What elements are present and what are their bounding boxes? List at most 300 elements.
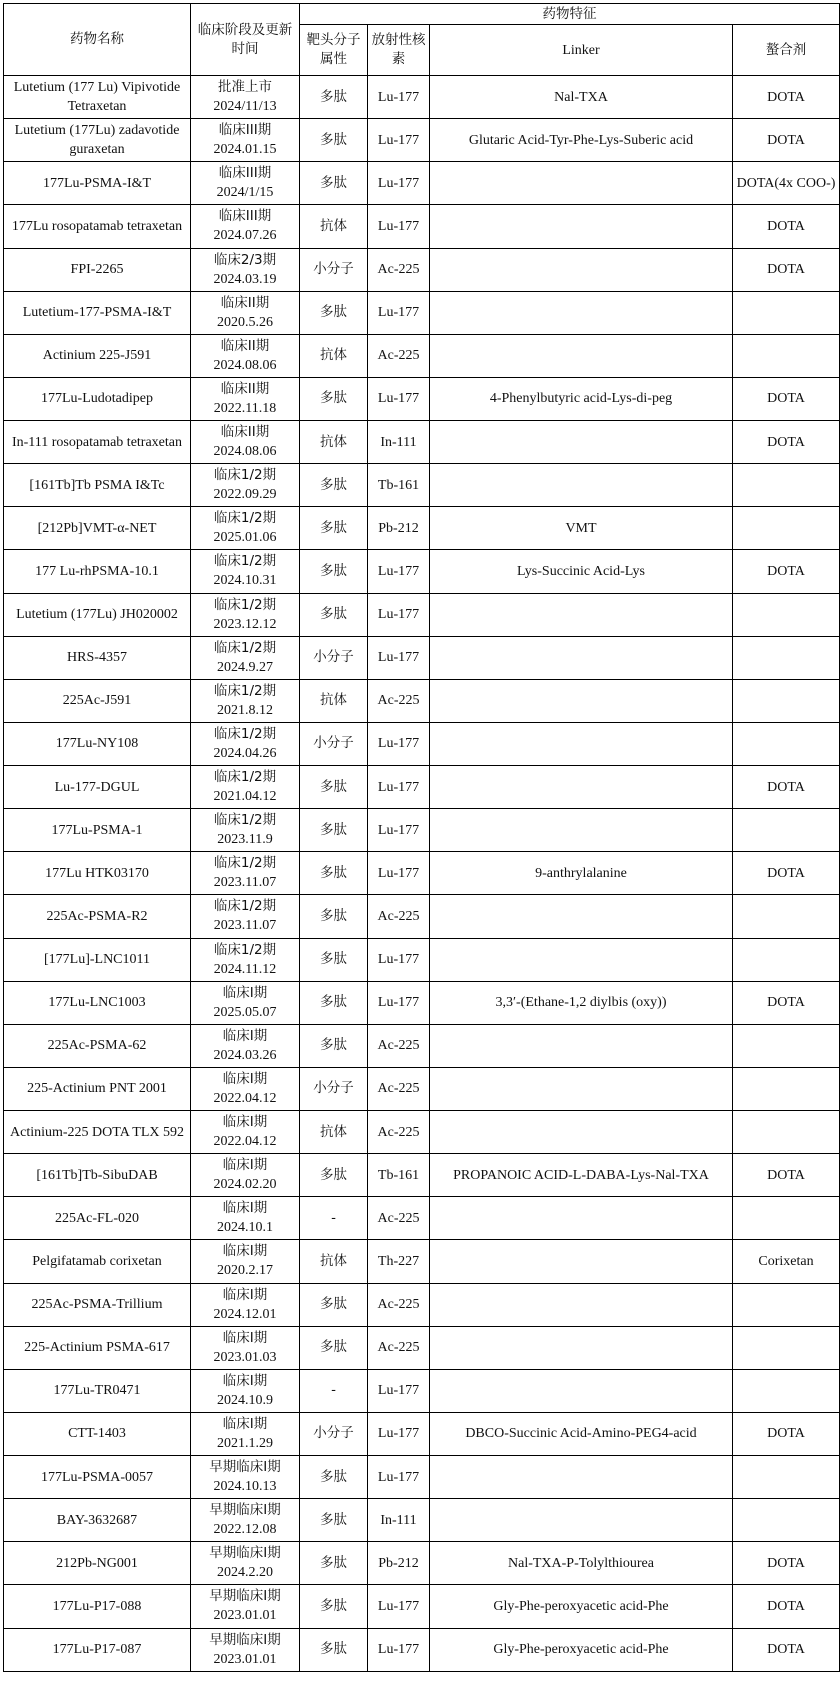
stage-label: 临床I期 (222, 1329, 268, 1346)
linker-cell (430, 1456, 733, 1499)
stage-cell (191, 291, 300, 334)
target-type: 多肽 (320, 1641, 347, 1658)
nuclide: Ac-225 (377, 1340, 420, 1356)
linker-cell (430, 1369, 733, 1412)
linker: Nal-TXA (554, 89, 608, 105)
linker-cell (430, 766, 733, 809)
chelator: DOTA (767, 218, 805, 234)
drug-name: [161Tb]Tb-SibuDAB (36, 1167, 158, 1183)
chelator: DOTA (767, 1642, 805, 1658)
table-row (4, 1283, 840, 1326)
table-row (4, 852, 840, 895)
nuclide-cell (368, 1240, 430, 1283)
drug-name: 177Lu-P17-088 (52, 1598, 142, 1614)
table-row (4, 1456, 840, 1499)
drug-name: 177Lu-LNC1003 (48, 995, 146, 1011)
nuclide: Lu-177 (377, 305, 420, 321)
stage-label: 临床III期 (218, 122, 272, 139)
table-row (4, 1326, 840, 1369)
nuclide: Ac-225 (377, 1124, 420, 1140)
stage-cell (191, 1154, 300, 1197)
stage-label: 临床1/2期 (213, 553, 277, 570)
target-cell (300, 679, 368, 722)
stage-cell (191, 1499, 300, 1542)
nuclide-cell (368, 1111, 430, 1154)
target-cell (300, 1067, 368, 1110)
drug-name: 225-Actinium PNT 2001 (27, 1081, 167, 1097)
nuclide-cell (368, 162, 430, 205)
nuclide: Tb-161 (377, 1167, 420, 1183)
linker-cell (430, 205, 733, 248)
linker-cell (430, 1326, 733, 1369)
table-row (4, 464, 840, 507)
linker-cell (430, 1067, 733, 1110)
target-type: 多肽 (320, 907, 347, 924)
update-date: 2022.04.12 (213, 1090, 277, 1106)
stage-label: 早期临床I期 (209, 1588, 281, 1605)
chelator: Corixetan (758, 1253, 814, 1269)
stage-label: 临床2/3期 (213, 251, 277, 268)
update-date: 2023.01.01 (213, 1651, 277, 1667)
chelator: DOTA (767, 779, 805, 795)
stage-cell (191, 1542, 300, 1585)
update-date: 2024.04.26 (213, 745, 277, 761)
table-row (4, 162, 840, 205)
linker-cell (430, 593, 733, 636)
target-type: 多肽 (320, 390, 347, 407)
drug-name-cell (4, 334, 191, 377)
target-cell (300, 377, 368, 420)
stage-label: 批准上市 (218, 79, 272, 96)
chelator: DOTA (767, 391, 805, 407)
nuclide-cell (368, 464, 430, 507)
target-type: 多肽 (320, 1166, 347, 1183)
table-row (4, 76, 840, 119)
target-cell (300, 1024, 368, 1067)
chelator-cell (733, 1542, 840, 1585)
stage-label: 临床I期 (222, 1070, 268, 1087)
chelator: DOTA (767, 995, 805, 1011)
update-date: 2024.02.20 (213, 1177, 277, 1193)
table-row (4, 248, 840, 291)
drug-name: 177Lu-PSMA-0057 (40, 1469, 153, 1485)
target-type: 小分子 (313, 735, 354, 752)
target-type: 多肽 (320, 778, 347, 795)
stage-cell (191, 421, 300, 464)
stage-cell (191, 76, 300, 119)
stage-label: 早期临床I期 (209, 1502, 281, 1519)
nuclide: Lu-177 (377, 1469, 420, 1485)
table-row (4, 1369, 840, 1412)
target-cell (300, 895, 368, 938)
drug-name: 177 Lu-rhPSMA-10.1 (35, 563, 159, 579)
target-cell (300, 550, 368, 593)
nuclide-cell (368, 1628, 430, 1671)
drug-name: 177Lu HTK03170 (45, 865, 149, 881)
header-target: 靶头分子属性 (300, 25, 368, 76)
target-cell (300, 507, 368, 550)
table-row (4, 1240, 840, 1283)
nuclide-cell (368, 1499, 430, 1542)
nuclide: Ac-225 (377, 693, 420, 709)
drug-name-cell (4, 291, 191, 334)
chelator: DOTA (767, 563, 805, 579)
drug-name: Pelgifatamab corixetan (32, 1253, 162, 1269)
chelator-cell (733, 291, 840, 334)
linker-cell (430, 1240, 733, 1283)
drug-name-cell (4, 981, 191, 1024)
target-cell (300, 291, 368, 334)
drug-name-cell (4, 1412, 191, 1455)
nuclide: Ac-225 (377, 1038, 420, 1054)
nuclide-cell (368, 722, 430, 765)
target-type: 抗体 (320, 1123, 347, 1140)
table-row (4, 679, 840, 722)
chelator-cell (733, 1499, 840, 1542)
drug-name-cell (4, 550, 191, 593)
nuclide-cell (368, 1369, 430, 1412)
nuclide-cell (368, 334, 430, 377)
table-row (4, 421, 840, 464)
target-cell (300, 852, 368, 895)
target-cell (300, 722, 368, 765)
target-cell (300, 1456, 368, 1499)
chelator-cell (733, 1412, 840, 1455)
table-row (4, 377, 840, 420)
stage-cell (191, 1024, 300, 1067)
chelator: DOTA (767, 89, 805, 105)
drug-name: 225Ac-PSMA-Trillium (31, 1297, 163, 1313)
drug-name: 177Lu rosopatamab tetraxetan (11, 218, 183, 234)
update-date: 2024.11.12 (213, 961, 277, 977)
stage-label: 临床I期 (222, 984, 268, 1001)
stage-cell (191, 1197, 300, 1240)
stage-cell (191, 205, 300, 248)
nuclide-cell (368, 1326, 430, 1369)
linker: PROPANOIC ACID-L-DABA-Lys-Nal-TXA (453, 1167, 709, 1183)
update-date: 2020.2.17 (217, 1263, 273, 1279)
drug-name-cell (4, 1197, 191, 1240)
drug-name: 177Lu-P17-087 (52, 1642, 142, 1658)
target-cell (300, 1585, 368, 1628)
nuclide: Ac-225 (377, 908, 420, 924)
nuclide-cell (368, 593, 430, 636)
target-cell (300, 162, 368, 205)
linker: Nal-TXA-P-Tolylthiourea (508, 1555, 654, 1571)
drug-name-cell (4, 248, 191, 291)
nuclide-cell (368, 550, 430, 593)
update-date: 2024.08.06 (213, 444, 277, 460)
target-type: 小分子 (313, 649, 354, 666)
nuclide-cell (368, 76, 430, 119)
target-type: 抗体 (320, 347, 347, 364)
linker: Lys-Succinic Acid-Lys (517, 563, 645, 579)
table-row (4, 593, 840, 636)
target-cell (300, 1412, 368, 1455)
target-cell (300, 464, 368, 507)
target-cell (300, 334, 368, 377)
stage-cell (191, 334, 300, 377)
stage-cell (191, 1369, 300, 1412)
nuclide-cell (368, 636, 430, 679)
stage-cell (191, 722, 300, 765)
drug-name-cell (4, 1499, 191, 1542)
stage-label: 临床I期 (222, 1243, 268, 1260)
drug-name: HRS-4357 (67, 650, 127, 666)
nuclide: Lu-177 (377, 1598, 420, 1614)
drug-name-cell (4, 1067, 191, 1110)
target-type: - (331, 1209, 336, 1226)
target-type: 多肽 (320, 1511, 347, 1528)
nuclide-cell (368, 1542, 430, 1585)
target-type: 多肽 (320, 1597, 347, 1614)
update-date: 2024.08.06 (213, 357, 277, 373)
table-row (4, 550, 840, 593)
stage-cell (191, 636, 300, 679)
nuclide: Lu-177 (377, 736, 420, 752)
nuclide-cell (368, 852, 430, 895)
nuclide-cell (368, 1024, 430, 1067)
target-type: 多肽 (320, 1554, 347, 1571)
nuclide-cell (368, 248, 430, 291)
update-date: 2023.01.03 (213, 1349, 277, 1365)
linker: Gly-Phe-peroxyacetic acid-Phe (493, 1642, 669, 1658)
drug-name: 177Lu-PSMA-1 (51, 822, 143, 838)
stage-label: 早期临床I期 (209, 1545, 281, 1562)
chelator-cell (733, 550, 840, 593)
linker-cell (430, 722, 733, 765)
chelator: DOTA (767, 1426, 805, 1442)
chelator-cell (733, 1197, 840, 1240)
drug-name-cell (4, 722, 191, 765)
linker-cell (430, 291, 733, 334)
target-cell (300, 119, 368, 162)
chelator-cell (733, 1585, 840, 1628)
stage-label: 临床I期 (222, 1200, 268, 1217)
stage-label: 临床II期 (220, 337, 270, 354)
chelator-cell (733, 636, 840, 679)
chelator-cell (733, 1240, 840, 1283)
stage-label: 临床I期 (222, 1027, 268, 1044)
stage-label: 临床1/2期 (213, 682, 277, 699)
drug-name-cell (4, 1369, 191, 1412)
table-row (4, 938, 840, 981)
drug-name-cell (4, 1326, 191, 1369)
chelator-cell (733, 334, 840, 377)
linker: 4-Phenylbutyric acid-Lys-di-peg (489, 391, 673, 407)
drug-name-cell (4, 852, 191, 895)
update-date: 2023.11.07 (213, 918, 277, 934)
stage-cell (191, 1283, 300, 1326)
stage-cell (191, 507, 300, 550)
drug-name-cell (4, 1456, 191, 1499)
chelator-cell (733, 464, 840, 507)
drug-name: 225-Actinium PSMA-617 (24, 1340, 170, 1356)
stage-cell (191, 1067, 300, 1110)
drug-name-cell (4, 119, 191, 162)
target-cell (300, 809, 368, 852)
target-type: 多肽 (320, 131, 347, 148)
linker-cell (430, 507, 733, 550)
table-row (4, 1024, 840, 1067)
chelator-cell (733, 76, 840, 119)
table-row (4, 1154, 840, 1197)
target-cell (300, 636, 368, 679)
stage-cell (191, 852, 300, 895)
nuclide-cell (368, 1456, 430, 1499)
nuclide: In-111 (380, 1512, 417, 1528)
stage-cell (191, 1240, 300, 1283)
nuclide: Lu-177 (377, 391, 420, 407)
target-cell (300, 766, 368, 809)
nuclide: Lu-177 (377, 995, 420, 1011)
stage-label: 临床1/2期 (213, 769, 277, 786)
chelator-cell (733, 766, 840, 809)
linker-cell (430, 119, 733, 162)
table-row (4, 291, 840, 334)
nuclide-cell (368, 377, 430, 420)
target-type: 抗体 (320, 1252, 347, 1269)
chelator-cell (733, 1111, 840, 1154)
drug-name-cell (4, 377, 191, 420)
target-type: - (331, 1382, 336, 1399)
drug-name-cell (4, 1024, 191, 1067)
chelator-cell (733, 809, 840, 852)
stage-label: 早期临床I期 (209, 1631, 281, 1648)
linker-cell (430, 76, 733, 119)
nuclide: Ac-225 (377, 1081, 420, 1097)
nuclide: Lu-177 (377, 89, 420, 105)
update-date: 2022.09.29 (213, 487, 277, 503)
drug-name: FPI-2265 (70, 262, 124, 278)
update-date: 2020.5.26 (217, 314, 273, 330)
update-date: 2022.11.18 (213, 400, 277, 416)
target-type: 多肽 (320, 994, 347, 1011)
target-cell (300, 1369, 368, 1412)
nuclide-cell (368, 507, 430, 550)
nuclide: Lu-177 (377, 1642, 420, 1658)
target-cell (300, 981, 368, 1024)
table-row (4, 1499, 840, 1542)
target-cell (300, 421, 368, 464)
drug-name: Lu-177-DGUL (54, 779, 140, 795)
table-row (4, 1628, 840, 1671)
nuclide: Lu-177 (377, 218, 420, 234)
nuclide: Lu-177 (377, 822, 420, 838)
drug-name: 225Ac-PSMA-R2 (46, 908, 148, 924)
nuclide: Ac-225 (377, 262, 420, 278)
drug-name-cell (4, 766, 191, 809)
drug-name-cell (4, 636, 191, 679)
update-date: 2023.11.07 (213, 875, 277, 891)
drug-name-cell (4, 1111, 191, 1154)
linker-cell (430, 334, 733, 377)
table-body (4, 76, 840, 1672)
nuclide: Ac-225 (377, 1210, 420, 1226)
drug-name-cell (4, 1585, 191, 1628)
nuclide-cell (368, 205, 430, 248)
chelator: DOTA(4x COO-) (736, 175, 836, 191)
stage-label: 临床1/2期 (213, 898, 277, 915)
table-header (4, 4, 840, 76)
target-type: 多肽 (320, 606, 347, 623)
table-row (4, 895, 840, 938)
linker-cell (430, 464, 733, 507)
linker-cell (430, 895, 733, 938)
drug-name-cell (4, 809, 191, 852)
drug-name-cell (4, 464, 191, 507)
drug-name: Lutetium-177-PSMA-I&T (22, 305, 172, 321)
stage-cell (191, 593, 300, 636)
linker-cell (430, 1197, 733, 1240)
linker-cell (430, 1412, 733, 1455)
nuclide: Lu-177 (377, 650, 420, 666)
table-row (4, 119, 840, 162)
table-row (4, 1067, 840, 1110)
stage-cell (191, 1111, 300, 1154)
target-type: 多肽 (320, 821, 347, 838)
target-type: 抗体 (320, 692, 347, 709)
table-row (4, 205, 840, 248)
drug-name: BAY-3632687 (56, 1512, 138, 1528)
update-date: 2024.10.1 (217, 1220, 273, 1236)
drug-name: Lutetium (177 Lu) Vipivotide Tetraxetan (13, 80, 181, 115)
target-type: 多肽 (320, 88, 347, 105)
drug-name: 212Pb-NG001 (56, 1555, 138, 1571)
target-cell (300, 1542, 368, 1585)
chelator: DOTA (767, 1555, 805, 1571)
target-cell (300, 1326, 368, 1369)
linker-cell (430, 162, 733, 205)
update-date: 2023.12.12 (213, 616, 277, 632)
drug-name-cell (4, 205, 191, 248)
chelator-cell (733, 1326, 840, 1369)
drug-name: [177Lu]-LNC1011 (43, 952, 151, 968)
chelator-cell (733, 593, 840, 636)
drug-name: 177Lu-PSMA-I&T (42, 175, 152, 191)
drug-name-cell (4, 162, 191, 205)
update-date: 2024.03.26 (213, 1047, 277, 1063)
linker-cell (430, 550, 733, 593)
linker-cell (430, 1499, 733, 1542)
nuclide-cell (368, 679, 430, 722)
update-date: 2021.8.12 (217, 702, 273, 718)
nuclide: Pb-212 (378, 520, 419, 536)
drug-name-cell (4, 1283, 191, 1326)
drug-name-cell (4, 1154, 191, 1197)
update-date: 2024/1/15 (216, 185, 274, 201)
nuclide-cell (368, 1412, 430, 1455)
linker: VMT (565, 520, 597, 536)
linker-cell (430, 1585, 733, 1628)
drug-name-cell (4, 895, 191, 938)
nuclide-cell (368, 766, 430, 809)
linker: 9-anthrylalanine (535, 865, 627, 881)
linker-cell (430, 679, 733, 722)
linker: Gly-Phe-peroxyacetic acid-Phe (493, 1598, 669, 1614)
linker-cell (430, 1283, 733, 1326)
target-type: 抗体 (320, 217, 347, 234)
update-date: 2023.11.9 (217, 832, 273, 848)
linker: Glutaric Acid-Tyr-Phe-Lys-Suberic acid (468, 132, 694, 148)
target-cell (300, 1240, 368, 1283)
chelator: DOTA (767, 865, 805, 881)
drug-name-cell (4, 679, 191, 722)
stage-cell (191, 1456, 300, 1499)
nuclide-cell (368, 1067, 430, 1110)
linker-cell (430, 1542, 733, 1585)
target-type: 多肽 (320, 1037, 347, 1054)
